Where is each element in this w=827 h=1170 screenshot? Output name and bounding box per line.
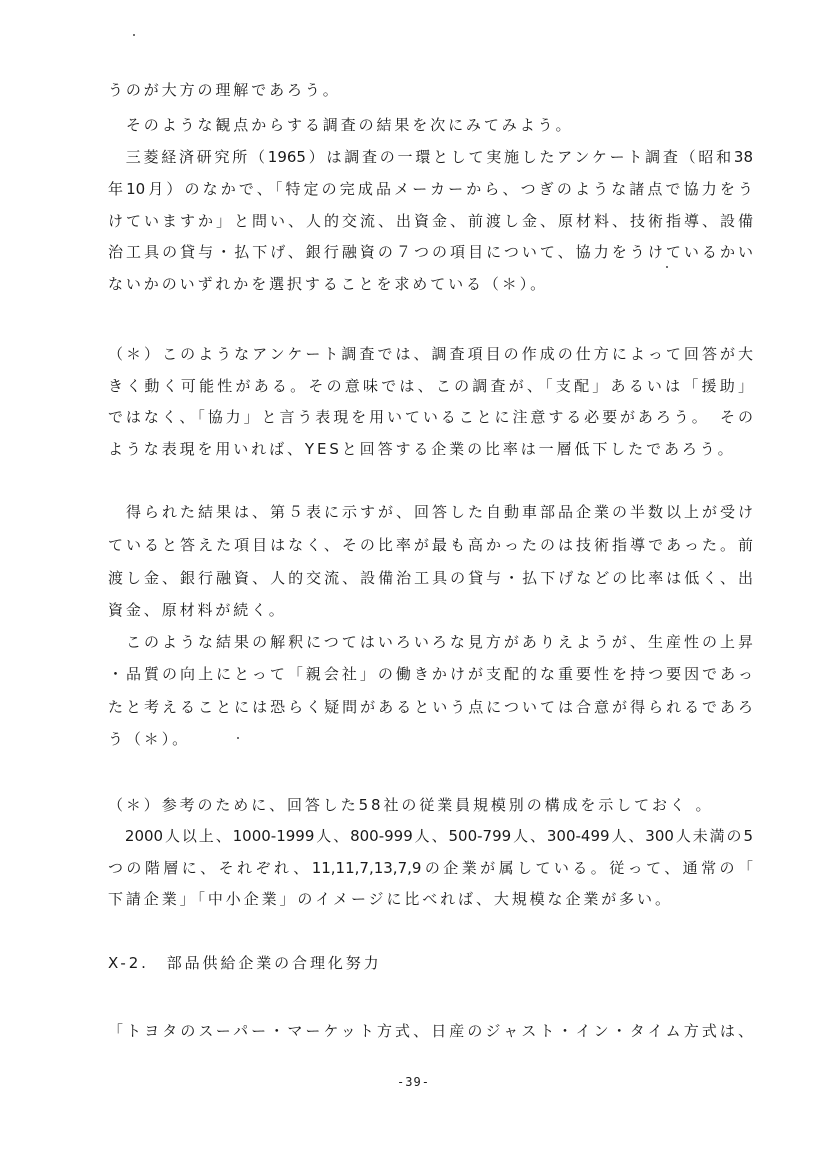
scan-speck — [133, 34, 135, 36]
text-line: 得られた結果は、第５表に示すが、回答した自動車部品企業の半数以上が受け — [108, 503, 753, 521]
footnote-line: つの階層に、それぞれ、11,11,7,13,7,9の企業が属している。従って、通常の「 — [108, 859, 753, 877]
text-line: ていると答えた項目はなく、その比率が最も高かったのは技術指導であった。前 — [108, 536, 753, 554]
footnote-line: 2000人以上、1000-1999人、800-999人、500-799人、300-499人、300人未満の5 — [108, 827, 753, 845]
text-line: ・品質の向上にとって「親会社」の働きかけが支配的な重要性を持つ要因であっ — [108, 665, 753, 683]
text-line: 三菱経済研究所（1965）は調査の一環として実施したアンケート調査（昭和38 — [108, 148, 753, 166]
scan-speck — [666, 266, 668, 268]
text-line: 年10月）のなかで、「特定の完成品メーカーから、つぎのような諸点で協力をう — [108, 180, 753, 198]
text-line: う（＊）。 — [108, 730, 191, 748]
text-line: 渡し金、銀行融資、人的交流、設備治工具の貸与・払下げなどの比率は低く、出 — [108, 569, 753, 587]
text-line: うのが大方の理解であろう。 — [108, 81, 341, 99]
footnote-line: きく動く可能性がある。その意味では、この調査が、「支配」あるいは「援助」 — [108, 377, 753, 395]
text-line: 資金、原材料が続く。 — [108, 601, 287, 619]
text-line: ないかのいずれかを選択することを求めている（＊）。 — [108, 275, 549, 293]
page-number: -39- — [397, 1075, 430, 1089]
footnote-line: （＊）参考のために、回答した58社の従業員規模別の構成を示しておく 。 — [108, 796, 714, 814]
text-line: 「トヨタのスーパー・マーケット方式、日産のジャスト・イン・タイム方式は、 — [108, 1022, 753, 1040]
text-line: このような結果の解釈につてはいろいろな見方がありえようが、生産性の上昇 — [108, 633, 753, 651]
text-line: けていますか」と問い、人的交流、出資金、前渡し金、原材料、技術指導、設備 — [108, 212, 753, 230]
scan-speck — [237, 737, 239, 739]
footnote-line: ではなく、「協力」と言う表現を用いていることに注意する必要があろう。 その — [108, 408, 753, 426]
text-line: たと考えることには恐らく疑問があるという点については合意が得られるであろ — [108, 698, 753, 716]
text-line: 治工具の貸与・払下げ、銀行融資の７つの項目について、協力をうけているかい — [108, 243, 753, 261]
section-heading: X-2. 部品供給企業の合理化努力 — [108, 954, 382, 972]
text-line: そのような観点からする調査の結果を次にみてみよう。 — [108, 116, 574, 134]
footnote-line: ような表現を用いれば、YESと回答する企業の比率は一層低下したであろう。 — [108, 440, 736, 458]
footnote-line: 下請企業」「中小企業」のイメージに比べれば、大規模な企業が多い。 — [108, 890, 673, 908]
footnote-line: （＊）このようなアンケート調査では、調査項目の作成の仕方によって回答が大 — [108, 345, 753, 363]
